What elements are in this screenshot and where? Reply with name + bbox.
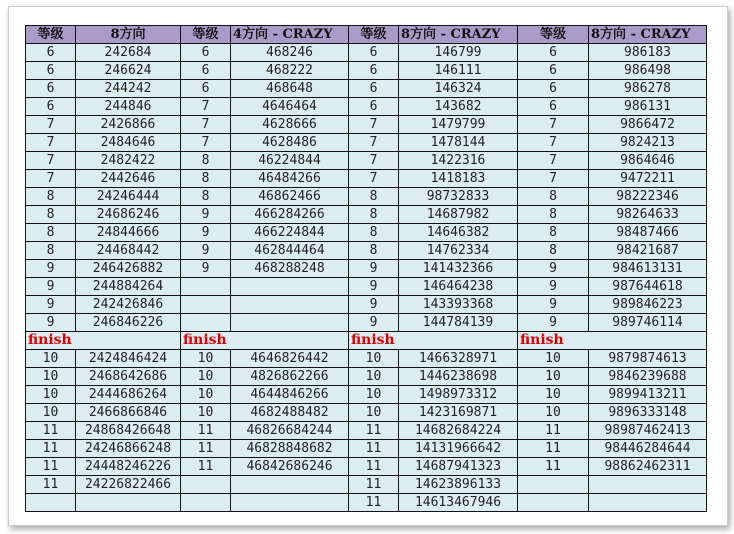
value-cell: 1498973312 bbox=[399, 386, 518, 404]
level-cell: 7 bbox=[181, 98, 231, 116]
value-cell: 986498 bbox=[589, 62, 707, 80]
level-cell: 10 bbox=[181, 350, 231, 368]
value-cell bbox=[589, 494, 707, 512]
level-cell: 8 bbox=[26, 206, 76, 224]
table-row bbox=[26, 116, 707, 134]
table-row bbox=[26, 296, 707, 314]
level-cell: 9 bbox=[181, 224, 231, 242]
table-row bbox=[26, 224, 707, 242]
value-cell bbox=[231, 278, 349, 296]
level-cell: 8 bbox=[26, 224, 76, 242]
level-cell: 7 bbox=[181, 134, 231, 152]
direction-column-header: 8方向 - CRAZY bbox=[399, 26, 518, 44]
level-cell: 11 bbox=[26, 440, 76, 458]
table-row bbox=[26, 278, 707, 296]
level-cell: 10 bbox=[349, 404, 399, 422]
level-cell: 7 bbox=[26, 134, 76, 152]
level-cell: 9 bbox=[26, 314, 76, 332]
level-cell: 11 bbox=[26, 422, 76, 440]
table-row bbox=[26, 404, 707, 422]
value-cell: 146324 bbox=[399, 80, 518, 98]
level-cell: 11 bbox=[349, 494, 399, 512]
level-cell: 7 bbox=[349, 170, 399, 188]
level-cell: 6 bbox=[349, 62, 399, 80]
table-row bbox=[26, 260, 707, 278]
value-cell: 1478144 bbox=[399, 134, 518, 152]
level-cell: 10 bbox=[181, 386, 231, 404]
value-cell: 143682 bbox=[399, 98, 518, 116]
level-cell bbox=[518, 476, 589, 494]
level-cell: 8 bbox=[181, 170, 231, 188]
table-row bbox=[26, 350, 707, 368]
value-cell: 14131966642 bbox=[399, 440, 518, 458]
value-cell: 466284266 bbox=[231, 206, 349, 224]
level-cell: 9 bbox=[181, 242, 231, 260]
level-cell: 9 bbox=[26, 278, 76, 296]
value-cell: 1466328971 bbox=[399, 350, 518, 368]
value-cell: 9899413211 bbox=[589, 386, 707, 404]
level-cell: 7 bbox=[26, 170, 76, 188]
level-cell: 11 bbox=[181, 422, 231, 440]
level-cell: 10 bbox=[26, 386, 76, 404]
value-cell bbox=[76, 494, 181, 512]
value-cell: 98264633 bbox=[589, 206, 707, 224]
value-cell: 24868426648 bbox=[76, 422, 181, 440]
value-cell: 244242 bbox=[76, 80, 181, 98]
value-cell: 989746114 bbox=[589, 314, 707, 332]
value-cell: 2444686264 bbox=[76, 386, 181, 404]
level-cell: 11 bbox=[349, 476, 399, 494]
level-cell: 8 bbox=[518, 224, 589, 242]
level-column-header: 等级 bbox=[181, 26, 231, 44]
level-cell: 6 bbox=[181, 62, 231, 80]
finish-label: finish bbox=[26, 332, 181, 350]
level-cell: 8 bbox=[181, 152, 231, 170]
value-cell: 246624 bbox=[76, 62, 181, 80]
level-cell: 7 bbox=[26, 116, 76, 134]
level-cell bbox=[518, 494, 589, 512]
level-cell: 6 bbox=[349, 80, 399, 98]
table-row bbox=[26, 134, 707, 152]
level-cell: 9 bbox=[518, 260, 589, 278]
level-cell: 7 bbox=[26, 152, 76, 170]
level-cell: 6 bbox=[26, 62, 76, 80]
value-cell: 98487466 bbox=[589, 224, 707, 242]
value-cell: 2424846424 bbox=[76, 350, 181, 368]
level-cell: 9 bbox=[181, 206, 231, 224]
level-cell: 9 bbox=[518, 296, 589, 314]
value-cell: 98732833 bbox=[399, 188, 518, 206]
value-cell: 9866472 bbox=[589, 116, 707, 134]
level-cell: 10 bbox=[181, 368, 231, 386]
level-cell: 11 bbox=[26, 476, 76, 494]
level-cell: 6 bbox=[518, 98, 589, 116]
value-cell: 984613131 bbox=[589, 260, 707, 278]
value-cell: 4682488482 bbox=[231, 404, 349, 422]
table-row bbox=[26, 242, 707, 260]
level-cell: 6 bbox=[349, 44, 399, 62]
value-cell: 146464238 bbox=[399, 278, 518, 296]
level-cell: 6 bbox=[26, 80, 76, 98]
level-cell: 11 bbox=[518, 458, 589, 476]
value-cell: 14762334 bbox=[399, 242, 518, 260]
level-cell: 10 bbox=[26, 368, 76, 386]
direction-column-header: 8方向 - CRAZY bbox=[589, 26, 707, 44]
level-cell: 6 bbox=[181, 80, 231, 98]
value-cell: 9896333148 bbox=[589, 404, 707, 422]
table-row bbox=[26, 440, 707, 458]
table-row bbox=[26, 458, 707, 476]
level-cell: 7 bbox=[349, 116, 399, 134]
value-cell: 14682684224 bbox=[399, 422, 518, 440]
level-cell: 11 bbox=[26, 458, 76, 476]
finish-row bbox=[26, 332, 707, 350]
value-cell: 2426866 bbox=[76, 116, 181, 134]
value-cell: 986278 bbox=[589, 80, 707, 98]
level-cell: 7 bbox=[518, 170, 589, 188]
level-cell: 11 bbox=[181, 440, 231, 458]
value-cell: 98222346 bbox=[589, 188, 707, 206]
level-cell: 10 bbox=[181, 404, 231, 422]
level-cell: 9 bbox=[349, 278, 399, 296]
level-cell: 11 bbox=[518, 440, 589, 458]
level-cell: 6 bbox=[181, 44, 231, 62]
table-row bbox=[26, 314, 707, 332]
finish-label: finish bbox=[181, 332, 349, 350]
table-row bbox=[26, 80, 707, 98]
level-cell: 9 bbox=[349, 314, 399, 332]
level-cell: 10 bbox=[349, 386, 399, 404]
table-row bbox=[26, 188, 707, 206]
value-cell: 146799 bbox=[399, 44, 518, 62]
value-cell: 46862466 bbox=[231, 188, 349, 206]
value-cell: 1423169871 bbox=[399, 404, 518, 422]
value-cell: 98987462413 bbox=[589, 422, 707, 440]
value-cell: 24468442 bbox=[76, 242, 181, 260]
value-cell: 989846223 bbox=[589, 296, 707, 314]
value-cell: 468648 bbox=[231, 80, 349, 98]
level-cell: 10 bbox=[26, 404, 76, 422]
value-cell: 468222 bbox=[231, 62, 349, 80]
level-column-header: 等级 bbox=[349, 26, 399, 44]
level-cell bbox=[181, 296, 231, 314]
level-cell: 7 bbox=[349, 152, 399, 170]
value-cell: 1446238698 bbox=[399, 368, 518, 386]
level-cell: 7 bbox=[518, 116, 589, 134]
value-cell: 468288248 bbox=[231, 260, 349, 278]
table-row bbox=[26, 476, 707, 494]
finish-label: finish bbox=[518, 332, 707, 350]
level-cell: 6 bbox=[26, 98, 76, 116]
table-row bbox=[26, 98, 707, 116]
value-cell: 14613467946 bbox=[399, 494, 518, 512]
value-cell: 24226822466 bbox=[76, 476, 181, 494]
level-cell: 7 bbox=[518, 134, 589, 152]
value-cell: 4826862266 bbox=[231, 368, 349, 386]
value-cell: 46826684244 bbox=[231, 422, 349, 440]
level-cell bbox=[181, 476, 231, 494]
level-cell: 9 bbox=[349, 260, 399, 278]
value-cell: 4628666 bbox=[231, 116, 349, 134]
value-cell: 144784139 bbox=[399, 314, 518, 332]
level-cell bbox=[26, 494, 76, 512]
level-cell: 7 bbox=[349, 134, 399, 152]
level-cell: 9 bbox=[349, 296, 399, 314]
value-cell: 146111 bbox=[399, 62, 518, 80]
table-row bbox=[26, 152, 707, 170]
level-cell: 8 bbox=[181, 188, 231, 206]
table-row bbox=[26, 170, 707, 188]
level-cell: 10 bbox=[518, 350, 589, 368]
value-cell: 143393368 bbox=[399, 296, 518, 314]
level-cell: 6 bbox=[518, 80, 589, 98]
header-row bbox=[26, 26, 707, 44]
value-cell bbox=[231, 296, 349, 314]
level-cell: 10 bbox=[26, 350, 76, 368]
value-cell: 24246866248 bbox=[76, 440, 181, 458]
value-cell: 24686246 bbox=[76, 206, 181, 224]
value-cell: 4646464 bbox=[231, 98, 349, 116]
value-cell: 242426846 bbox=[76, 296, 181, 314]
value-cell: 986183 bbox=[589, 44, 707, 62]
value-cell: 4646826442 bbox=[231, 350, 349, 368]
value-cell: 24844666 bbox=[76, 224, 181, 242]
level-cell: 8 bbox=[518, 242, 589, 260]
value-cell: 246846226 bbox=[76, 314, 181, 332]
table-row bbox=[26, 206, 707, 224]
level-column-header: 等级 bbox=[518, 26, 589, 44]
value-cell: 1418183 bbox=[399, 170, 518, 188]
level-cell: 11 bbox=[349, 440, 399, 458]
direction-column-header: 8方向 bbox=[76, 26, 181, 44]
table-row bbox=[26, 494, 707, 512]
value-cell: 244846 bbox=[76, 98, 181, 116]
value-cell: 2484646 bbox=[76, 134, 181, 152]
level-cell: 8 bbox=[26, 188, 76, 206]
value-cell bbox=[589, 476, 707, 494]
table-row bbox=[26, 62, 707, 80]
level-cell: 6 bbox=[518, 62, 589, 80]
value-cell: 4644846266 bbox=[231, 386, 349, 404]
value-cell: 462844464 bbox=[231, 242, 349, 260]
value-cell: 24246444 bbox=[76, 188, 181, 206]
direction-column-header: 4方向 - CRAZY bbox=[231, 26, 349, 44]
level-cell: 11 bbox=[518, 422, 589, 440]
value-cell: 98446284644 bbox=[589, 440, 707, 458]
value-cell: 2468642686 bbox=[76, 368, 181, 386]
value-cell: 242684 bbox=[76, 44, 181, 62]
level-cell bbox=[181, 278, 231, 296]
level-cell: 6 bbox=[349, 98, 399, 116]
level-cell: 9 bbox=[26, 260, 76, 278]
level-cell: 7 bbox=[181, 116, 231, 134]
finish-label: finish bbox=[349, 332, 518, 350]
value-cell: 4628486 bbox=[231, 134, 349, 152]
table-row bbox=[26, 386, 707, 404]
value-cell: 141432366 bbox=[399, 260, 518, 278]
value-cell: 98421687 bbox=[589, 242, 707, 260]
value-cell: 46484266 bbox=[231, 170, 349, 188]
level-cell: 9 bbox=[26, 296, 76, 314]
level-cell: 11 bbox=[349, 458, 399, 476]
value-cell: 14623896133 bbox=[399, 476, 518, 494]
value-cell: 46842686246 bbox=[231, 458, 349, 476]
level-cell bbox=[181, 314, 231, 332]
level-cell: 11 bbox=[349, 422, 399, 440]
value-cell: 14646382 bbox=[399, 224, 518, 242]
value-cell: 987644618 bbox=[589, 278, 707, 296]
value-cell: 2466866846 bbox=[76, 404, 181, 422]
value-cell: 9864646 bbox=[589, 152, 707, 170]
value-cell: 9846239688 bbox=[589, 368, 707, 386]
level-cell: 8 bbox=[518, 188, 589, 206]
table-row bbox=[26, 368, 707, 386]
level-cell: 10 bbox=[349, 350, 399, 368]
value-cell: 1422316 bbox=[399, 152, 518, 170]
table-row bbox=[26, 44, 707, 62]
value-cell: 98862462311 bbox=[589, 458, 707, 476]
value-cell: 468246 bbox=[231, 44, 349, 62]
value-cell: 9879874613 bbox=[589, 350, 707, 368]
level-cell: 10 bbox=[349, 368, 399, 386]
level-cell: 6 bbox=[26, 44, 76, 62]
value-cell: 46224844 bbox=[231, 152, 349, 170]
level-cell: 6 bbox=[518, 44, 589, 62]
level-cell: 10 bbox=[518, 386, 589, 404]
value-cell: 1479799 bbox=[399, 116, 518, 134]
value-cell bbox=[231, 494, 349, 512]
level-cell: 10 bbox=[518, 404, 589, 422]
level-cell: 8 bbox=[349, 188, 399, 206]
level-cell: 8 bbox=[349, 224, 399, 242]
level-cell: 8 bbox=[518, 206, 589, 224]
level-cell: 10 bbox=[518, 368, 589, 386]
value-cell: 2482422 bbox=[76, 152, 181, 170]
value-cell: 244884264 bbox=[76, 278, 181, 296]
value-cell: 14687941323 bbox=[399, 458, 518, 476]
value-cell: 14687982 bbox=[399, 206, 518, 224]
table-row bbox=[26, 422, 707, 440]
level-cell: 8 bbox=[349, 206, 399, 224]
value-cell bbox=[231, 476, 349, 494]
value-cell bbox=[231, 314, 349, 332]
value-cell: 9472211 bbox=[589, 170, 707, 188]
level-cell: 9 bbox=[518, 314, 589, 332]
value-cell: 46828848682 bbox=[231, 440, 349, 458]
level-cell: 7 bbox=[518, 152, 589, 170]
value-cell: 246426882 bbox=[76, 260, 181, 278]
level-cell: 8 bbox=[349, 242, 399, 260]
value-cell: 2442646 bbox=[76, 170, 181, 188]
level-cell: 11 bbox=[181, 458, 231, 476]
level-direction-table bbox=[25, 25, 707, 512]
level-cell: 9 bbox=[518, 278, 589, 296]
level-cell: 9 bbox=[181, 260, 231, 278]
level-column-header: 等级 bbox=[26, 26, 76, 44]
value-cell: 986131 bbox=[589, 98, 707, 116]
level-cell bbox=[181, 494, 231, 512]
level-cell: 8 bbox=[26, 242, 76, 260]
value-cell: 466224844 bbox=[231, 224, 349, 242]
value-cell: 24448246226 bbox=[76, 458, 181, 476]
value-cell: 9824213 bbox=[589, 134, 707, 152]
